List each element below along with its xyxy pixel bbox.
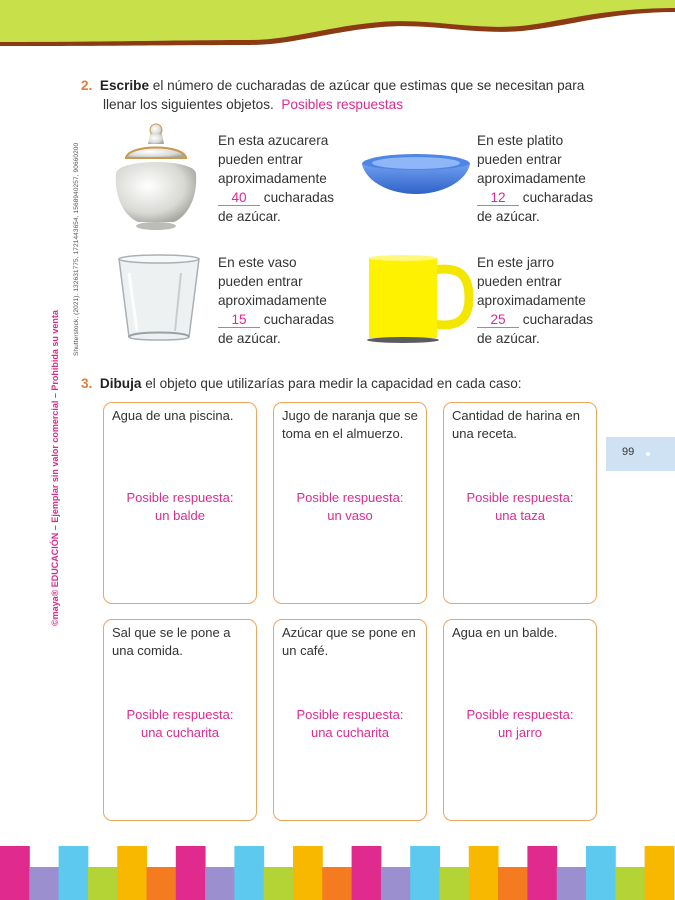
footer-stripe [117,846,147,900]
drawing-box[interactable] [103,402,257,604]
footer-stripe [234,846,264,900]
footer-stripe [29,867,59,900]
question-2-heading: 2. Escribe el número de cucharadas de azúcar que estimas que se necesitan para [81,78,585,93]
page-number-tab [606,437,675,471]
box-answer: Posible respuesta: un balde [126,490,234,523]
footer-stripe [88,867,118,900]
photo-credit: Shutterstock, (2021). 132631775, 1721443654, 1568940257, 90660200 [73,142,80,356]
glass-icon [115,253,203,345]
publisher-credit: ©maya® EDUCACIÓN – Ejemplar sin valor comercial – Prohibida su venta [50,310,60,626]
box-answer: Posible respuesta: un jarro [466,707,574,740]
footer-stripe [469,846,499,900]
question-3-heading: 3. Dibuja el objeto que utilizarías para medir la capacidad en cada caso: [81,376,522,391]
footer-stripe [264,867,294,900]
question-3-number: 3. [81,376,93,391]
box-answer: Posible respuesta: un vaso [296,490,404,523]
footer-stripe [293,846,323,900]
answer-blank: 40 [218,190,260,206]
box-prompt: Sal que se le pone a una comida. [112,625,231,658]
box-prompt: Cantidad de harina en una receta. [452,408,580,441]
question-2-hint: Posibles respuestas [281,97,403,112]
answer-blank: 15 [218,312,260,328]
footer-stripe [527,846,557,900]
footer-stripes [0,846,675,900]
item-mug-text: En este jarro pueden entrar aproximadamente 25 cucharadas de azúcar. [477,255,594,346]
drawing-box[interactable] [273,402,427,604]
box-prompt: Azúcar que se pone en un café. [282,625,416,658]
footer-stripe [586,846,616,900]
footer-stripe [440,867,470,900]
footer-stripe [322,867,352,900]
answer-blank: 25 [477,312,519,328]
item-saucer-text: En este platito pueden entrar aproximadamente 12 cucharadas de azúcar. [477,133,594,224]
answer-blank: 12 [477,190,519,206]
footer-stripe [381,867,411,900]
drawing-box[interactable] [443,402,597,604]
page-number: 99 [622,446,635,458]
header-wave [0,0,675,50]
box-prompt: Jugo de naranja que se toma en el almuerzo. [282,408,418,441]
question-2-line2: llenar los siguientes objetos. Posibles respuestas [103,97,403,112]
box-prompt: Agua en un balde. [452,625,558,640]
footer-stripe [645,846,675,900]
box-answer: Posible respuesta: una cucharita [126,707,234,740]
footer-stripe [59,846,89,900]
footer-stripe [557,867,587,900]
item-sugar-bowl-text: En esta azucarera pueden entrar aproximadamente 40 cucharadas de azúcar. [218,133,335,224]
drawing-box[interactable] [103,619,257,821]
publisher-logo: maya [50,596,60,620]
drawing-box[interactable] [443,619,597,821]
question-2-verb: Escribe [99,78,150,93]
footer-stripe [498,867,528,900]
footer-stripe [410,846,440,900]
footer-stripe [176,846,206,900]
drawing-box[interactable] [273,619,427,821]
box-prompt: Agua de una piscina. [112,408,234,423]
footer-stripe [352,846,382,900]
box-answer: Posible respuesta: una taza [466,490,574,523]
question-3-verb: Dibuja [99,376,142,391]
sugar-bowl-icon [110,122,202,232]
page-dot [646,452,650,456]
box-answer: Posible respuesta: una cucharita [296,707,404,740]
footer-stripe [147,867,177,900]
footer-stripe [0,846,30,900]
footer-stripe [205,867,235,900]
footer-stripe [615,867,645,900]
question-2-number: 2. [81,78,93,93]
mug-icon [365,252,475,346]
saucer-icon [360,152,472,198]
item-glass-text: En este vaso pueden entrar aproximadamente 15 cucharadas de azúcar. [218,255,335,346]
